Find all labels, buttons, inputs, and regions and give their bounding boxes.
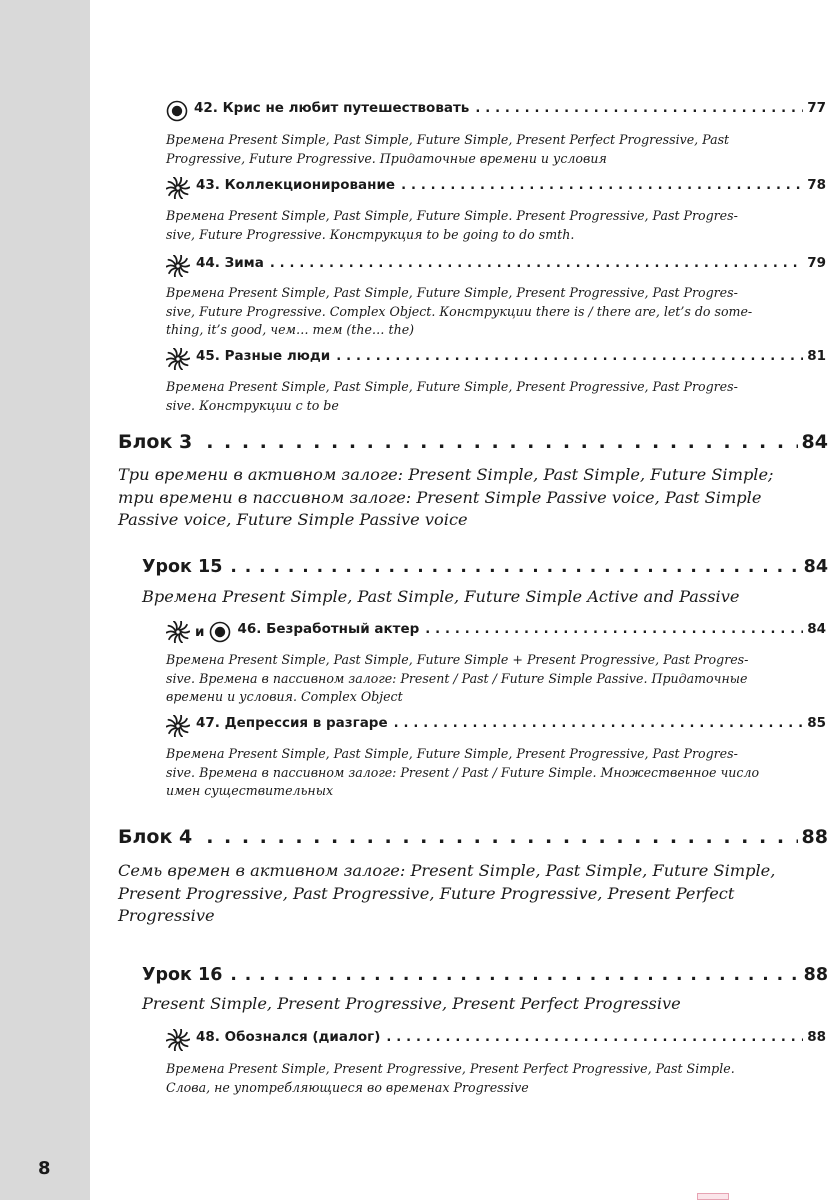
page-ref: 78 [807, 177, 826, 193]
description-line: sive. Времена в пассивном залоге: Present / Past / Future Simple. Множественное число [166, 764, 760, 780]
lesson-description [166, 131, 796, 168]
block-entry[interactable] [118, 826, 828, 854]
lesson-icons [166, 100, 188, 122]
leader-dots [330, 349, 803, 364]
page-ref: 88 [807, 1029, 826, 1045]
lesson-title: 46. Безработный актер [237, 621, 420, 637]
lesson-title: 48. Обознался (диалог) [196, 1029, 381, 1045]
description-line: sive, Future Progressive. Complex Object. Конструкции there is / there are, let’s do some- [166, 303, 753, 319]
description-line: Времена Present Simple, Present Progressive, Present Perfect Progressive, Past Simple. [166, 1061, 735, 1076]
leader-dots [264, 256, 803, 271]
description-line: Progressive, Future Progressive. Придаточные времени и условия [166, 150, 607, 166]
lesson-description [166, 745, 796, 801]
urok-entry[interactable] [142, 965, 828, 991]
page-ref: 79 [807, 255, 826, 271]
lesson-description [166, 651, 796, 707]
urok-description [142, 993, 822, 1015]
description-line: Progressive [118, 906, 215, 925]
page-ref: 88 [801, 826, 828, 848]
description-line: Present Progressive, Past Progressive, Future Progressive, Present Perfect [118, 883, 735, 903]
lesson-entry[interactable] [166, 715, 826, 737]
lesson-title: 43. Коллекционирование [196, 177, 396, 193]
lesson-icons [166, 348, 190, 370]
page-number: 8 [38, 1158, 51, 1179]
description-line: thing, it’s good, чем… тем (the… the) [166, 322, 415, 337]
leader-dots [222, 965, 799, 985]
lesson-entry[interactable] [166, 177, 826, 199]
lesson-icons [166, 621, 231, 643]
page-ref: 81 [807, 348, 826, 364]
description-line: Passive voice, Future Simple Passive voice [118, 510, 468, 529]
block-description [118, 860, 808, 928]
page-ref: 77 [807, 100, 826, 116]
lesson-description [166, 207, 796, 244]
description-line: Слова, не употребляющиеся во временах Progressive [166, 1079, 529, 1095]
swirl-icon [166, 255, 190, 277]
leader-dots [469, 101, 803, 116]
description-line: sive. Конструкции c to be [166, 397, 339, 413]
lesson-title: 44. Зима [196, 255, 264, 271]
lesson-entry[interactable] [166, 1029, 826, 1051]
description-line: Времена Present Simple, Past Simple, Future Simple, Present Perfect Progressive, Past [166, 132, 730, 147]
lesson-entry[interactable] [166, 621, 826, 643]
target-icon [209, 621, 231, 643]
page-ref: 85 [807, 715, 826, 731]
leader-dots [380, 1030, 803, 1045]
description-line: времени и условия. Complex Object [166, 689, 403, 704]
lesson-description [166, 1060, 796, 1097]
description-line: sive, Future Progressive. Конструкция to be going to do smth. [166, 226, 575, 242]
description-line: Present Simple, Present Progressive, Present Perfect Progressive [142, 994, 681, 1013]
block-title: Блок 4 [118, 826, 193, 848]
urok-title: Урок 15 [142, 557, 223, 577]
leader-dots [419, 622, 803, 637]
page-ref: 88 [803, 965, 828, 985]
description-line: sive. Времена в пассивном залоге: Present / Past / Future Simple Passive. Придаточные [166, 670, 748, 686]
target-icon [166, 100, 188, 122]
lesson-icons [166, 1029, 190, 1051]
leader-dots [222, 557, 799, 577]
lesson-title: 47. Депрессия в разгаре [196, 715, 388, 731]
swirl-icon [166, 1029, 190, 1051]
urok-description [142, 586, 822, 608]
lesson-entry[interactable] [166, 348, 826, 370]
lesson-title: 42. Крис не любит путешествовать [194, 100, 470, 116]
urok-title: Урок 16 [142, 965, 223, 985]
swirl-icon [166, 348, 190, 370]
page-ref: 84 [801, 431, 828, 453]
description-line: Времена Present Simple, Past Simple, Future Simple Active and Passive [142, 587, 740, 606]
lesson-icons [166, 715, 190, 737]
lesson-description [166, 284, 796, 340]
page-ref: 84 [803, 557, 828, 577]
leader-dots [395, 178, 803, 193]
lesson-icons [166, 255, 190, 277]
leader-dots [192, 826, 797, 848]
leader-dots [192, 431, 797, 453]
description-line: Времена Present Simple, Past Simple, Future Simple, Present Progressive, Past Progres- [166, 379, 738, 394]
block-description [118, 464, 808, 532]
lesson-title: 45. Разные люди [196, 348, 331, 364]
lesson-icons [166, 177, 190, 199]
swirl-icon [166, 621, 190, 643]
urok-entry[interactable] [142, 557, 828, 583]
description-line: имен существительных [166, 783, 334, 798]
description-line: Времена Present Simple, Past Simple, Future Simple + Present Progressive, Past Progres- [166, 652, 749, 667]
description-line: Три времени в активном залоге: Present Simple, Past Simple, Future Simple; [118, 465, 774, 484]
block-entry[interactable] [118, 431, 828, 459]
description-line: три времени в пассивном залоге: Present Simple Passive voice, Past Simple [118, 487, 762, 507]
swirl-icon [166, 715, 190, 737]
description-line: Времена Present Simple, Past Simple, Future Simple. Present Progressive, Past Progres- [166, 208, 738, 223]
lesson-entry[interactable] [166, 255, 826, 277]
description-line: Времена Present Simple, Past Simple, Future Simple, Present Progressive, Past Progres- [166, 746, 738, 761]
leader-dots [388, 716, 804, 731]
swirl-icon [166, 177, 190, 199]
lesson-description [166, 378, 796, 415]
icon-connector: и [195, 624, 205, 640]
page-ref: 84 [807, 621, 826, 637]
description-line: Времена Present Simple, Past Simple, Future Simple, Present Progressive, Past Progres- [166, 285, 738, 300]
description-line: Семь времен в активном залоге: Present Simple, Past Simple, Future Simple, [118, 861, 776, 880]
block-title: Блок 3 [118, 431, 193, 453]
lesson-entry[interactable] [166, 100, 826, 122]
